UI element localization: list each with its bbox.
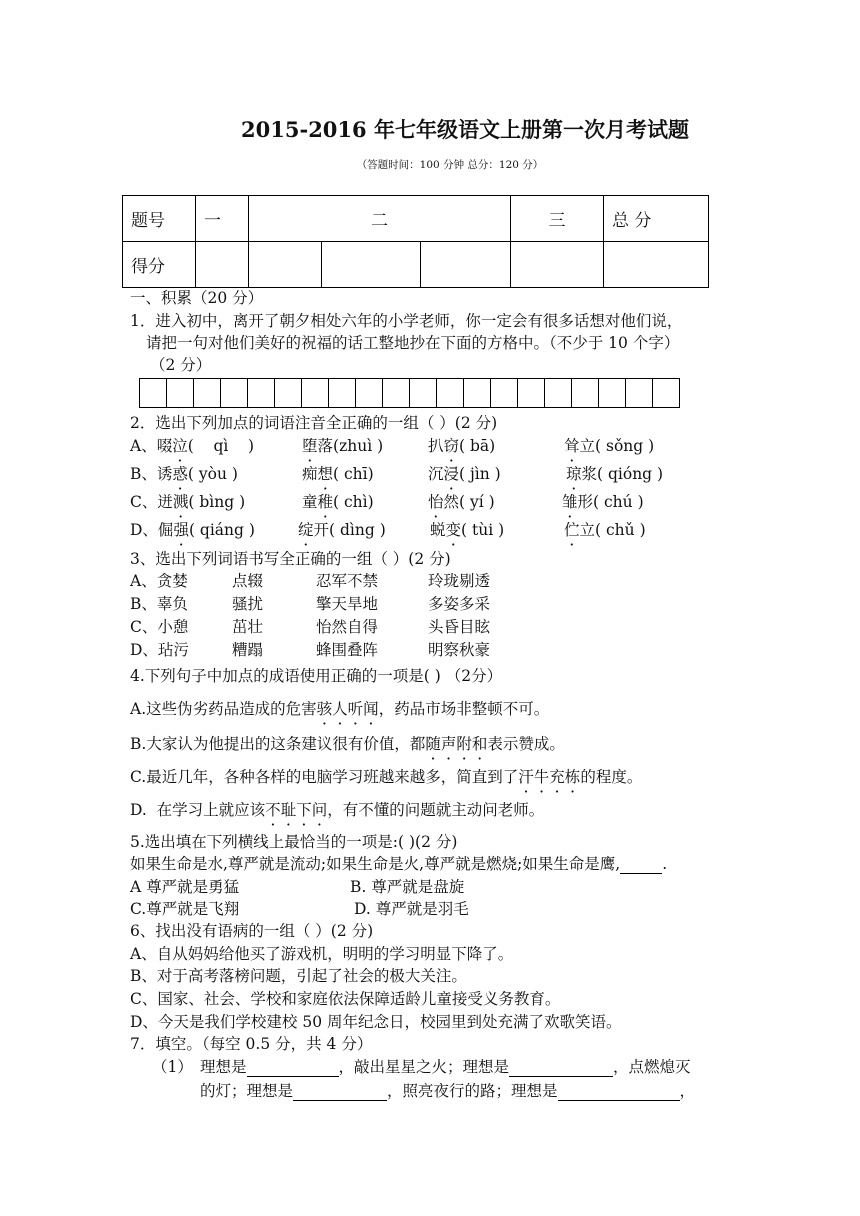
q2-option-a-3: 扒窃( bā): [428, 437, 496, 455]
q5-option-d: D. 尊严就是羽毛: [354, 900, 469, 918]
score-table-col-3: 三: [511, 196, 604, 242]
answer-grid-cell[interactable]: [328, 378, 356, 408]
score-cell[interactable]: [604, 242, 709, 288]
q6-option-d: D、今天是我们学校建校 50 周年纪念日，校园里到处充满了欢歌笑语。: [130, 1013, 622, 1031]
q3-stem: 3、选出下列词语书写全正确的一组（ ）(2 分): [130, 550, 451, 568]
q2-option-b-3: 沉浸( jìn ): [428, 465, 501, 483]
q3-option-cell: 蜂围叠阵: [316, 641, 379, 659]
q2-option-d-4: 伫立( chǔ ): [564, 521, 646, 539]
q2-option-d-2: 绽开( dìng ): [298, 521, 386, 539]
q3-option-cell: 头昏目眩: [428, 618, 491, 636]
answer-grid[interactable]: [139, 378, 680, 408]
answer-grid-cell[interactable]: [490, 378, 518, 408]
answer-grid-cell[interactable]: [544, 378, 572, 408]
answer-grid-cell[interactable]: [274, 378, 302, 408]
q4-option-c: C.最近几年，各种各样的电脑学习班越来越多，简直到了汗牛充栋的程度。: [130, 768, 643, 786]
answer-grid-cell[interactable]: [409, 378, 437, 408]
answer-grid-cell[interactable]: [652, 378, 680, 408]
answer-grid-cell[interactable]: [301, 378, 329, 408]
q4-option-d: D. 在学习上就应该不耻下问，有不懂的问题就主动问老师。: [130, 801, 545, 819]
q3-option-cell: 玲珑剔透: [428, 572, 491, 590]
q6-option-a: A、自从妈妈给他买了游戏机，明明的学习明显下降了。: [130, 945, 514, 963]
q2-option-b-2: 痴想( chī): [302, 465, 374, 483]
q2-option-c-2: 童稚( chì): [302, 493, 374, 511]
q2-stem: 2．选出下列加点的词语注音全正确的一组（ ）(2 分): [130, 414, 498, 432]
answer-grid-cell[interactable]: [139, 378, 167, 408]
q4-stem: 4.下列句子中加点的成语使用正确的一项是( ) （2分）: [130, 667, 503, 685]
section-heading: 一、积累（20 分）: [130, 289, 264, 307]
q3-option-cell: A、贪婪: [130, 572, 188, 590]
answer-grid-cell[interactable]: [166, 378, 194, 408]
q5-option-c: C.尊严就是飞翔: [130, 900, 240, 918]
score-cell[interactable]: [196, 242, 249, 288]
answer-grid-cell[interactable]: [220, 378, 248, 408]
q2-option-c: C、迸溅( bìng ): [130, 493, 246, 511]
q4-option-b: B.大家认为他提出的这条建议很有价值，都随声附和表示赞成。: [130, 735, 565, 753]
answer-grid-cell[interactable]: [463, 378, 491, 408]
fill-blank[interactable]: [509, 1060, 613, 1077]
score-table-col-2: 二: [249, 196, 511, 242]
answer-grid-cell[interactable]: [382, 378, 410, 408]
answer-grid-cell[interactable]: [247, 378, 275, 408]
q3-option-cell: B、辜负: [130, 595, 188, 613]
q1-line-2: 请把一句对他们美好的祝福的话工整地抄在下面的方格中。（不少于 10 个字）: [146, 334, 680, 352]
fill-blank[interactable]: [293, 1084, 387, 1101]
q1-line-1: 1．进入初中，离开了朝夕相处六年的小学老师，你一定会有很多话想对他们说，: [130, 312, 683, 330]
page-subtitle: （答题时间：100 分钟 总分：120 分）: [356, 159, 544, 171]
q5-option-b: B. 尊严就是盘旋: [350, 878, 465, 896]
q3-option-cell: 多姿多采: [428, 595, 491, 613]
answer-grid-cell[interactable]: [571, 378, 599, 408]
fill-blank[interactable]: [247, 1060, 339, 1077]
q2-option-b-4: 琼浆( qióng ): [566, 465, 664, 483]
q5-text: 如果生命是水,尊严就是流动;如果生命是火,尊严就是燃烧;如果生命是鹰, .: [130, 855, 668, 873]
q2-option-c-3: 怡然( yí ): [428, 493, 495, 511]
score-cell[interactable]: [511, 242, 604, 288]
score-table-col-1: 一: [196, 196, 249, 242]
q2-option-d: D、倔强( qiáng ): [130, 521, 255, 539]
score-cell[interactable]: [249, 242, 322, 288]
q3-option-cell: 怡然自得: [316, 618, 379, 636]
score-cell[interactable]: [421, 242, 511, 288]
answer-grid-cell[interactable]: [193, 378, 221, 408]
answer-grid-cell[interactable]: [355, 378, 383, 408]
score-table-score-label: 得分: [123, 242, 196, 288]
q3-option-cell: 茁壮: [232, 618, 264, 636]
q2-option-a: A、啜泣( qì ): [130, 437, 255, 455]
q3-option-cell: 糟蹋: [232, 641, 264, 659]
answer-grid-cell[interactable]: [625, 378, 653, 408]
score-table: [122, 195, 709, 288]
q3-option-cell: 点辍: [232, 572, 264, 590]
q7-sub-1-number: （1）: [152, 1058, 193, 1076]
answer-grid-cell[interactable]: [517, 378, 545, 408]
q3-option-cell: C、小憩: [130, 618, 189, 636]
answer-grid-cell[interactable]: [598, 378, 626, 408]
score-table-header-label: 题号: [123, 196, 196, 242]
q2-option-b: B、诱惑( yòu ): [130, 465, 238, 483]
answer-grid-cell[interactable]: [436, 378, 464, 408]
q3-option-cell: D、玷污: [130, 641, 189, 659]
score-table-col-total: 总 分: [604, 196, 709, 242]
q2-option-c-4: 雏形( chú ): [562, 493, 644, 511]
q6-option-c: C、国家、社会、学校和家庭依法保障适龄儿童接受义务教育。: [130, 990, 561, 1008]
q7-stem: 7．填空。（每空 0.5 分，共 4 分）: [130, 1035, 373, 1053]
q6-option-b: B、对于高考落榜问题，引起了社会的极大关注。: [130, 967, 467, 985]
q3-option-cell: 明察秋豪: [428, 641, 491, 659]
q6-stem: 6、找出没有语病的一组（ ）(2 分): [130, 922, 374, 940]
q2-option-a-2: 堕落(zhuì ): [302, 437, 384, 455]
q3-option-cell: 骚扰: [232, 595, 264, 613]
q3-option-cell: 忍军不禁: [316, 572, 379, 590]
page-title: 2015-2016 年七年级语文上册第一次月考试题: [241, 117, 689, 142]
q7-line-1: 理想是 ，敲出星星之火；理想是 ，点燃熄灭: [200, 1058, 691, 1076]
q2-option-d-3: 蜕变( tùi ): [430, 521, 505, 539]
q1-line-3: （2 分）: [150, 356, 212, 374]
fill-blank[interactable]: [558, 1084, 680, 1101]
q5-option-a: A 尊严就是勇猛: [130, 878, 240, 896]
q2-option-a-4: 耸立( sǒng ): [564, 437, 655, 455]
q4-option-a: A.这些伪劣药品造成的危害骇人听闻，药品市场非整顿不可。: [130, 700, 550, 718]
fill-blank[interactable]: [620, 857, 662, 874]
q3-option-cell: 擎天旱地: [316, 595, 379, 613]
q5-stem: 5.选出填在下列横线上最恰当的一项是:( )(2 分): [130, 833, 458, 851]
score-cell[interactable]: [322, 242, 421, 288]
q7-line-2: 的灯；理想是 ，照亮夜行的路；理想是 ，: [200, 1082, 696, 1100]
